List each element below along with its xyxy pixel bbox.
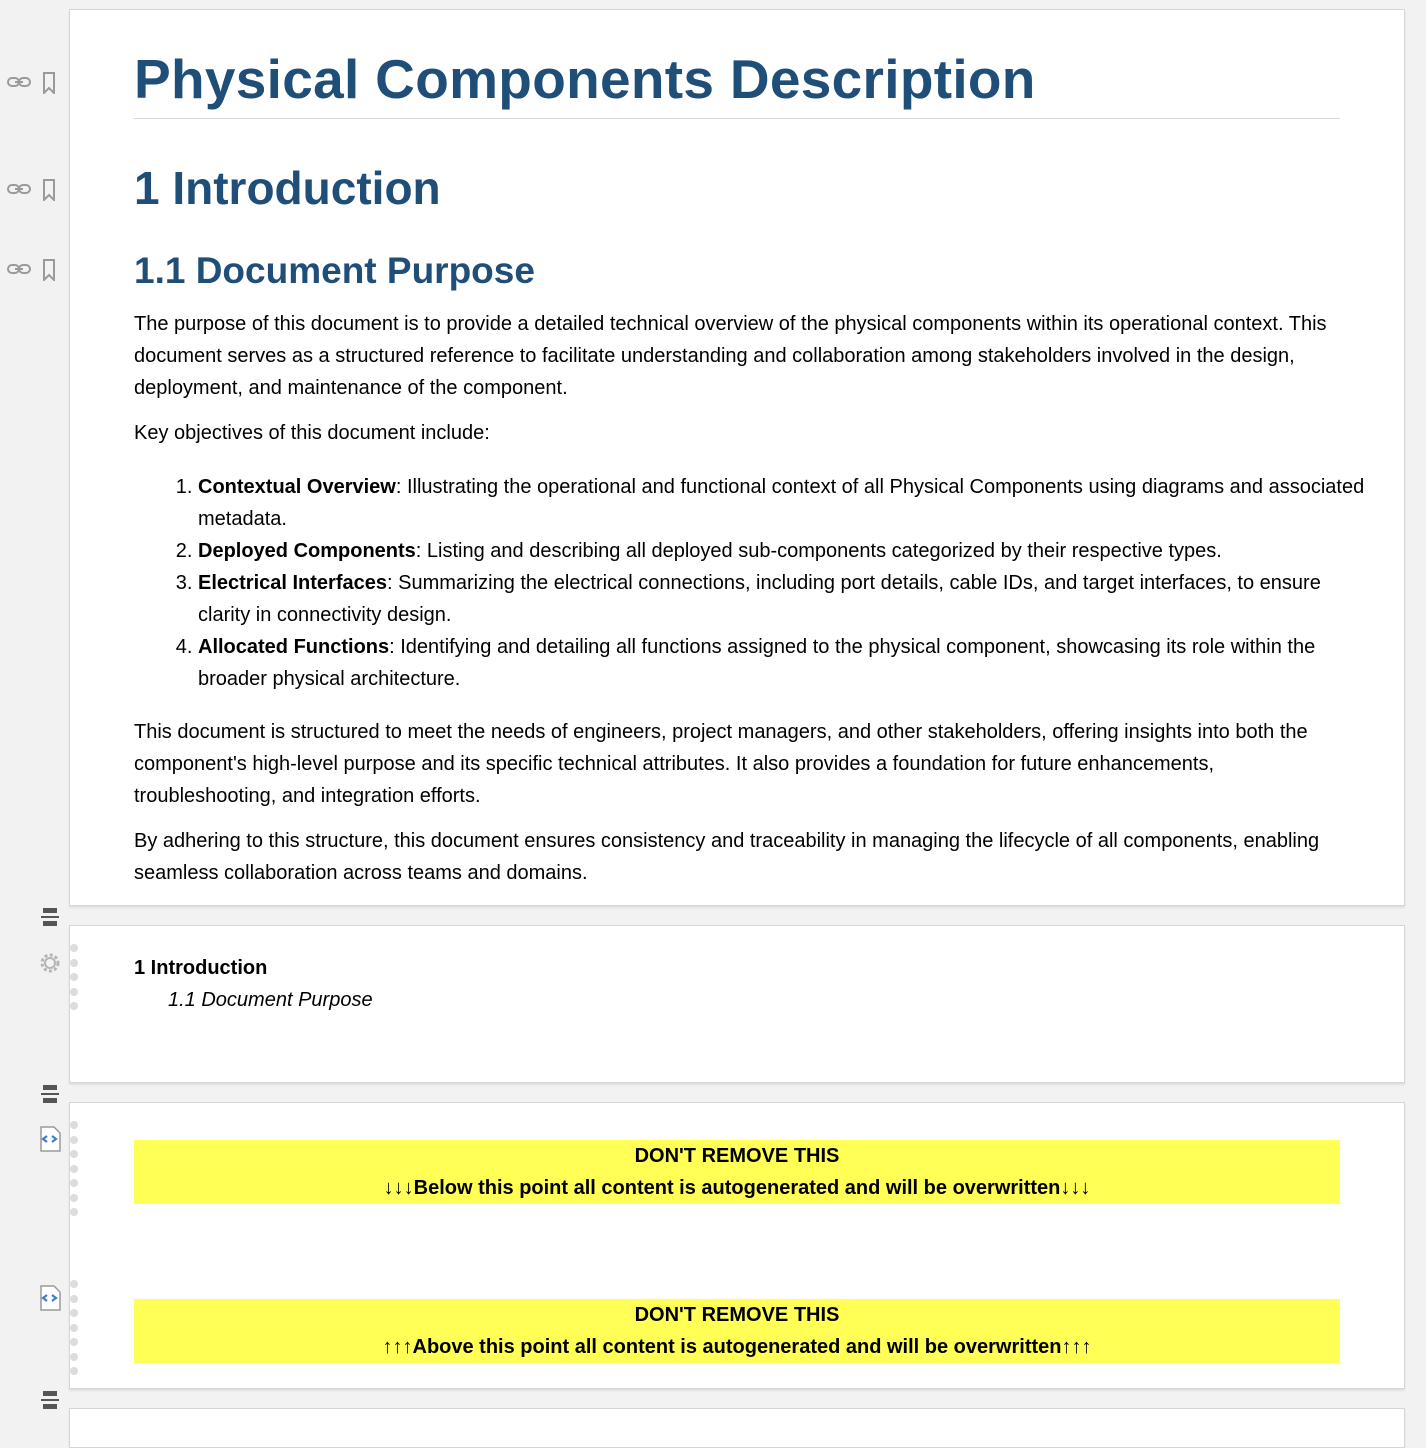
gear-icon[interactable]: [36, 949, 64, 977]
macro-icon[interactable]: [36, 1284, 64, 1312]
bookmark-icon[interactable]: [42, 178, 56, 202]
banner-title: DON'T REMOVE THIS: [634, 1145, 840, 1167]
subsection-heading: 1.1 Document Purpose: [134, 250, 535, 291]
autogenerated-section: [69, 1102, 1405, 1389]
page-break-icon[interactable]: [40, 906, 60, 928]
banner-message: ↑↑↑Above this point all content is autogenerated and will be overwritten↑↑↑: [382, 1336, 1092, 1358]
objective-text: : Summarizing the electrical connections, including port details, cable IDs, and target interfaces, to ensure clarity in connectivity design.: [198, 572, 1321, 626]
objective-term: Allocated Functions: [198, 636, 390, 658]
toc-page: [69, 925, 1405, 1083]
objectives-list: [134, 471, 1378, 695]
structure-paragraph: This document is structured to meet the needs of engineers, project managers, and other stakeholders, offering insights into both the component's high-level purpose and its specific technical attributes. It also provides a foundation for future enhancements, troubleshooting, and integration efforts.: [134, 721, 1308, 807]
objectives-intro: Key objectives of this document include:: [134, 422, 490, 444]
autogen-start-banner: [134, 1140, 1340, 1204]
list-item: [198, 631, 1378, 695]
section-heading: 1 Introduction: [134, 162, 441, 214]
list-item: [198, 471, 1378, 535]
purpose-paragraph: The purpose of this document is to provide a detailed technical overview of the physical components within its operational context. This document serves as a structured reference to facilitate understanding and collaboration among stakeholders involved in the design, deployment, and maintenance of the component.: [134, 313, 1327, 399]
objective-term: Electrical Interfaces: [198, 572, 387, 594]
link-icon[interactable]: [6, 74, 32, 90]
drag-handle[interactable]: [70, 1121, 80, 1223]
table-of-contents: [134, 952, 373, 1016]
next-page: [69, 1408, 1405, 1448]
banner-message: ↓↓↓Below this point all content is autogenerated and will be overwritten↓↓↓: [383, 1177, 1091, 1199]
consistency-paragraph: By adhering to this structure, this document ensures consistency and traceability in managing the lifecycle of all components, enabling seamless collaboration across teams and domains.: [134, 830, 1320, 884]
bookmark-icon[interactable]: [42, 71, 56, 95]
drag-handle[interactable]: [70, 944, 80, 1017]
macro-icon[interactable]: [36, 1125, 64, 1153]
toc-entry-document-purpose[interactable]: 1.1 Document Purpose: [168, 989, 373, 1011]
objective-text: : Illustrating the operational and functional context of all Physical Components using diagrams and associated metadata.: [198, 476, 1365, 530]
banner-title: DON'T REMOVE THIS: [634, 1304, 840, 1326]
page-break-icon[interactable]: [40, 1389, 60, 1411]
list-item: [198, 567, 1378, 631]
link-icon[interactable]: [6, 181, 32, 197]
drag-handle[interactable]: [70, 1280, 80, 1382]
document-page: [69, 9, 1405, 906]
autogen-end-banner: [134, 1299, 1340, 1363]
page-break-icon[interactable]: [40, 1083, 60, 1105]
link-icon[interactable]: [6, 261, 32, 277]
toc-entry-introduction[interactable]: 1 Introduction: [134, 957, 268, 979]
list-item: [198, 535, 1378, 567]
objective-text: : Identifying and detailing all functions assigned to the physical component, showcasing its role within the broader physical architecture.: [198, 636, 1316, 690]
document-title: Physical Components Description: [134, 44, 1340, 119]
bookmark-icon[interactable]: [42, 258, 56, 282]
objective-text: : Listing and describing all deployed sub-components categorized by their respective types.: [415, 540, 1222, 562]
objective-term: Deployed Components: [198, 540, 416, 562]
objective-term: Contextual Overview: [198, 476, 396, 498]
